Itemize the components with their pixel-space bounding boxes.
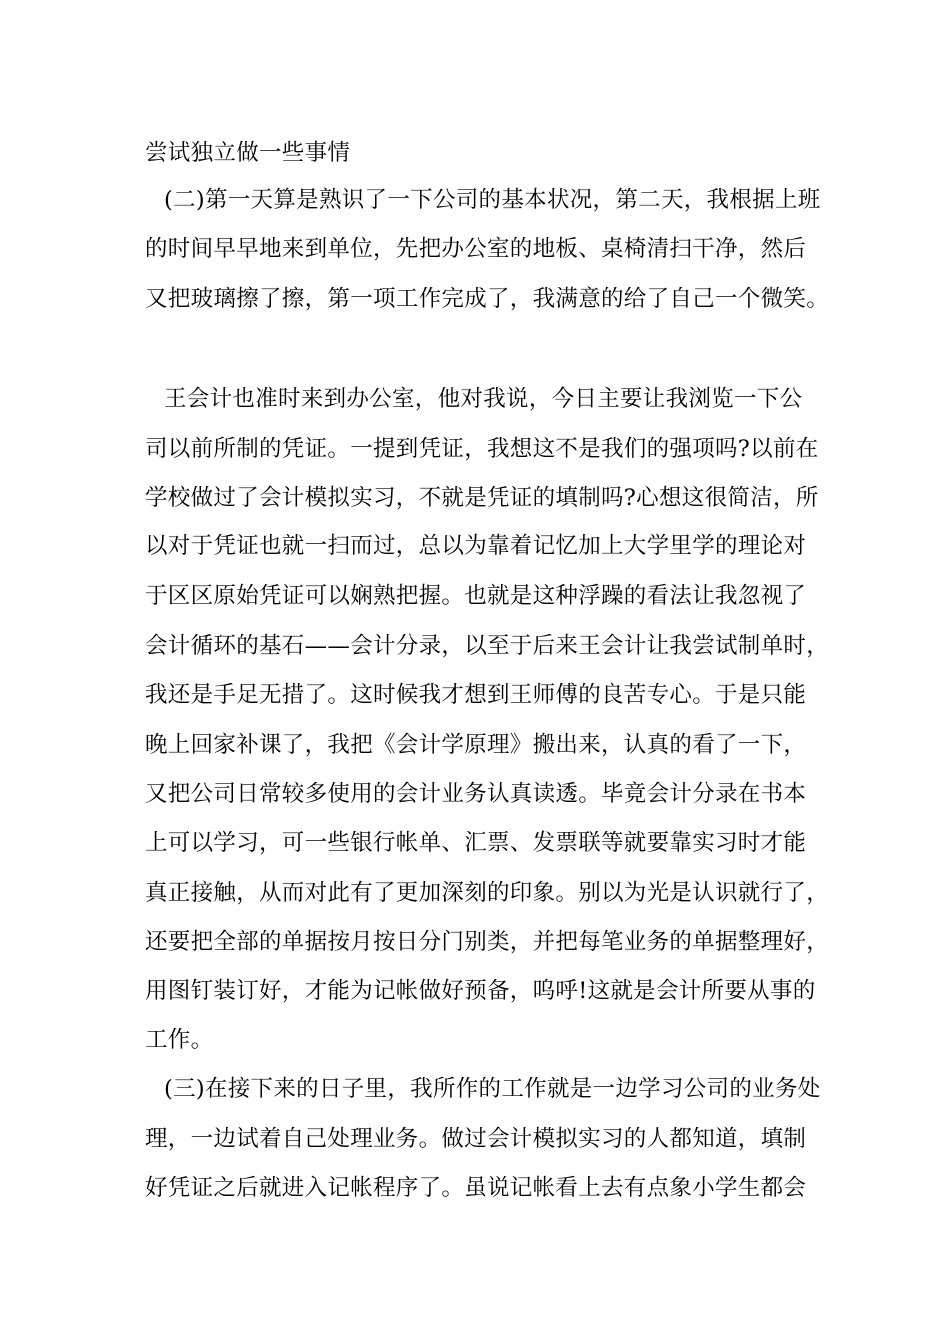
text-line: 我还是手足无措了。这时候我才想到王师傅的良苦专心。于是只能 [145, 682, 807, 708]
paragraph-2-start: (二)第一天算是熟识了一下公司的基本状况，第二天，我根据上班 [164, 187, 821, 213]
paragraph-wang-start: 王会计也准时来到办公室，他对我说，今日主要让我浏览一下公 [164, 386, 803, 412]
text-line: 上可以学习，可一些银行帐单、汇票、发票联等就要靠实习时才能 [145, 830, 807, 856]
text-line: 好凭证之后就进入记帐程序了。虽说记帐看上去有点象小学生都会 [145, 1175, 807, 1201]
text-line: 又把玻璃擦了擦，第一项工作完成了，我满意的给了自己一个微笑。 [145, 286, 830, 312]
text-line: 晚上回家补课了，我把《会计学原理》搬出来，认真的看了一下， [145, 732, 807, 758]
text-line: 司以前所制的凭证。一提到凭证，我想这不是我们的强项吗?以前在 [145, 436, 819, 462]
text-line: 尝试独立做一些事情 [145, 140, 351, 166]
paragraph-3-start: (三)在接下来的日子里，我所作的工作就是一边学习公司的业务处 [164, 1076, 821, 1102]
text-line: 理，一边试着自己处理业务。做过会计模拟实习的人都知道，填制 [145, 1126, 807, 1152]
text-line: 的时间早早地来到单位，先把办公室的地板、桌椅清扫干净，然后 [145, 236, 807, 262]
text-line: 学校做过了会计模拟实习，不就是凭证的填制吗?心想这很简洁，所 [145, 485, 819, 511]
text-line: 用图钉装订好，才能为记帐做好预备，呜呼!这就是会计所要从事的 [145, 978, 816, 1004]
text-line: 会计循环的基石——会计分录，以至于后来王会计让我尝试制单时， [145, 633, 830, 659]
text-line: 于区区原始凭证可以娴熟把握。也就是这种浮躁的看法让我忽视了 [145, 583, 807, 609]
text-line: 又把公司日常较多使用的会计业务认真读透。毕竟会计分录在书本 [145, 781, 807, 807]
text-line: 工作。 [145, 1027, 214, 1053]
text-line: 真正接触，从而对此有了更加深刻的印象。别以为光是认识就行了， [145, 880, 830, 906]
text-line: 以对于凭证也就一扫而过，总以为靠着记忆加上大学里学的理论对 [145, 533, 807, 559]
text-line: 还要把全部的单据按月按日分门别类，并把每笔业务的单据整理好， [145, 929, 830, 955]
